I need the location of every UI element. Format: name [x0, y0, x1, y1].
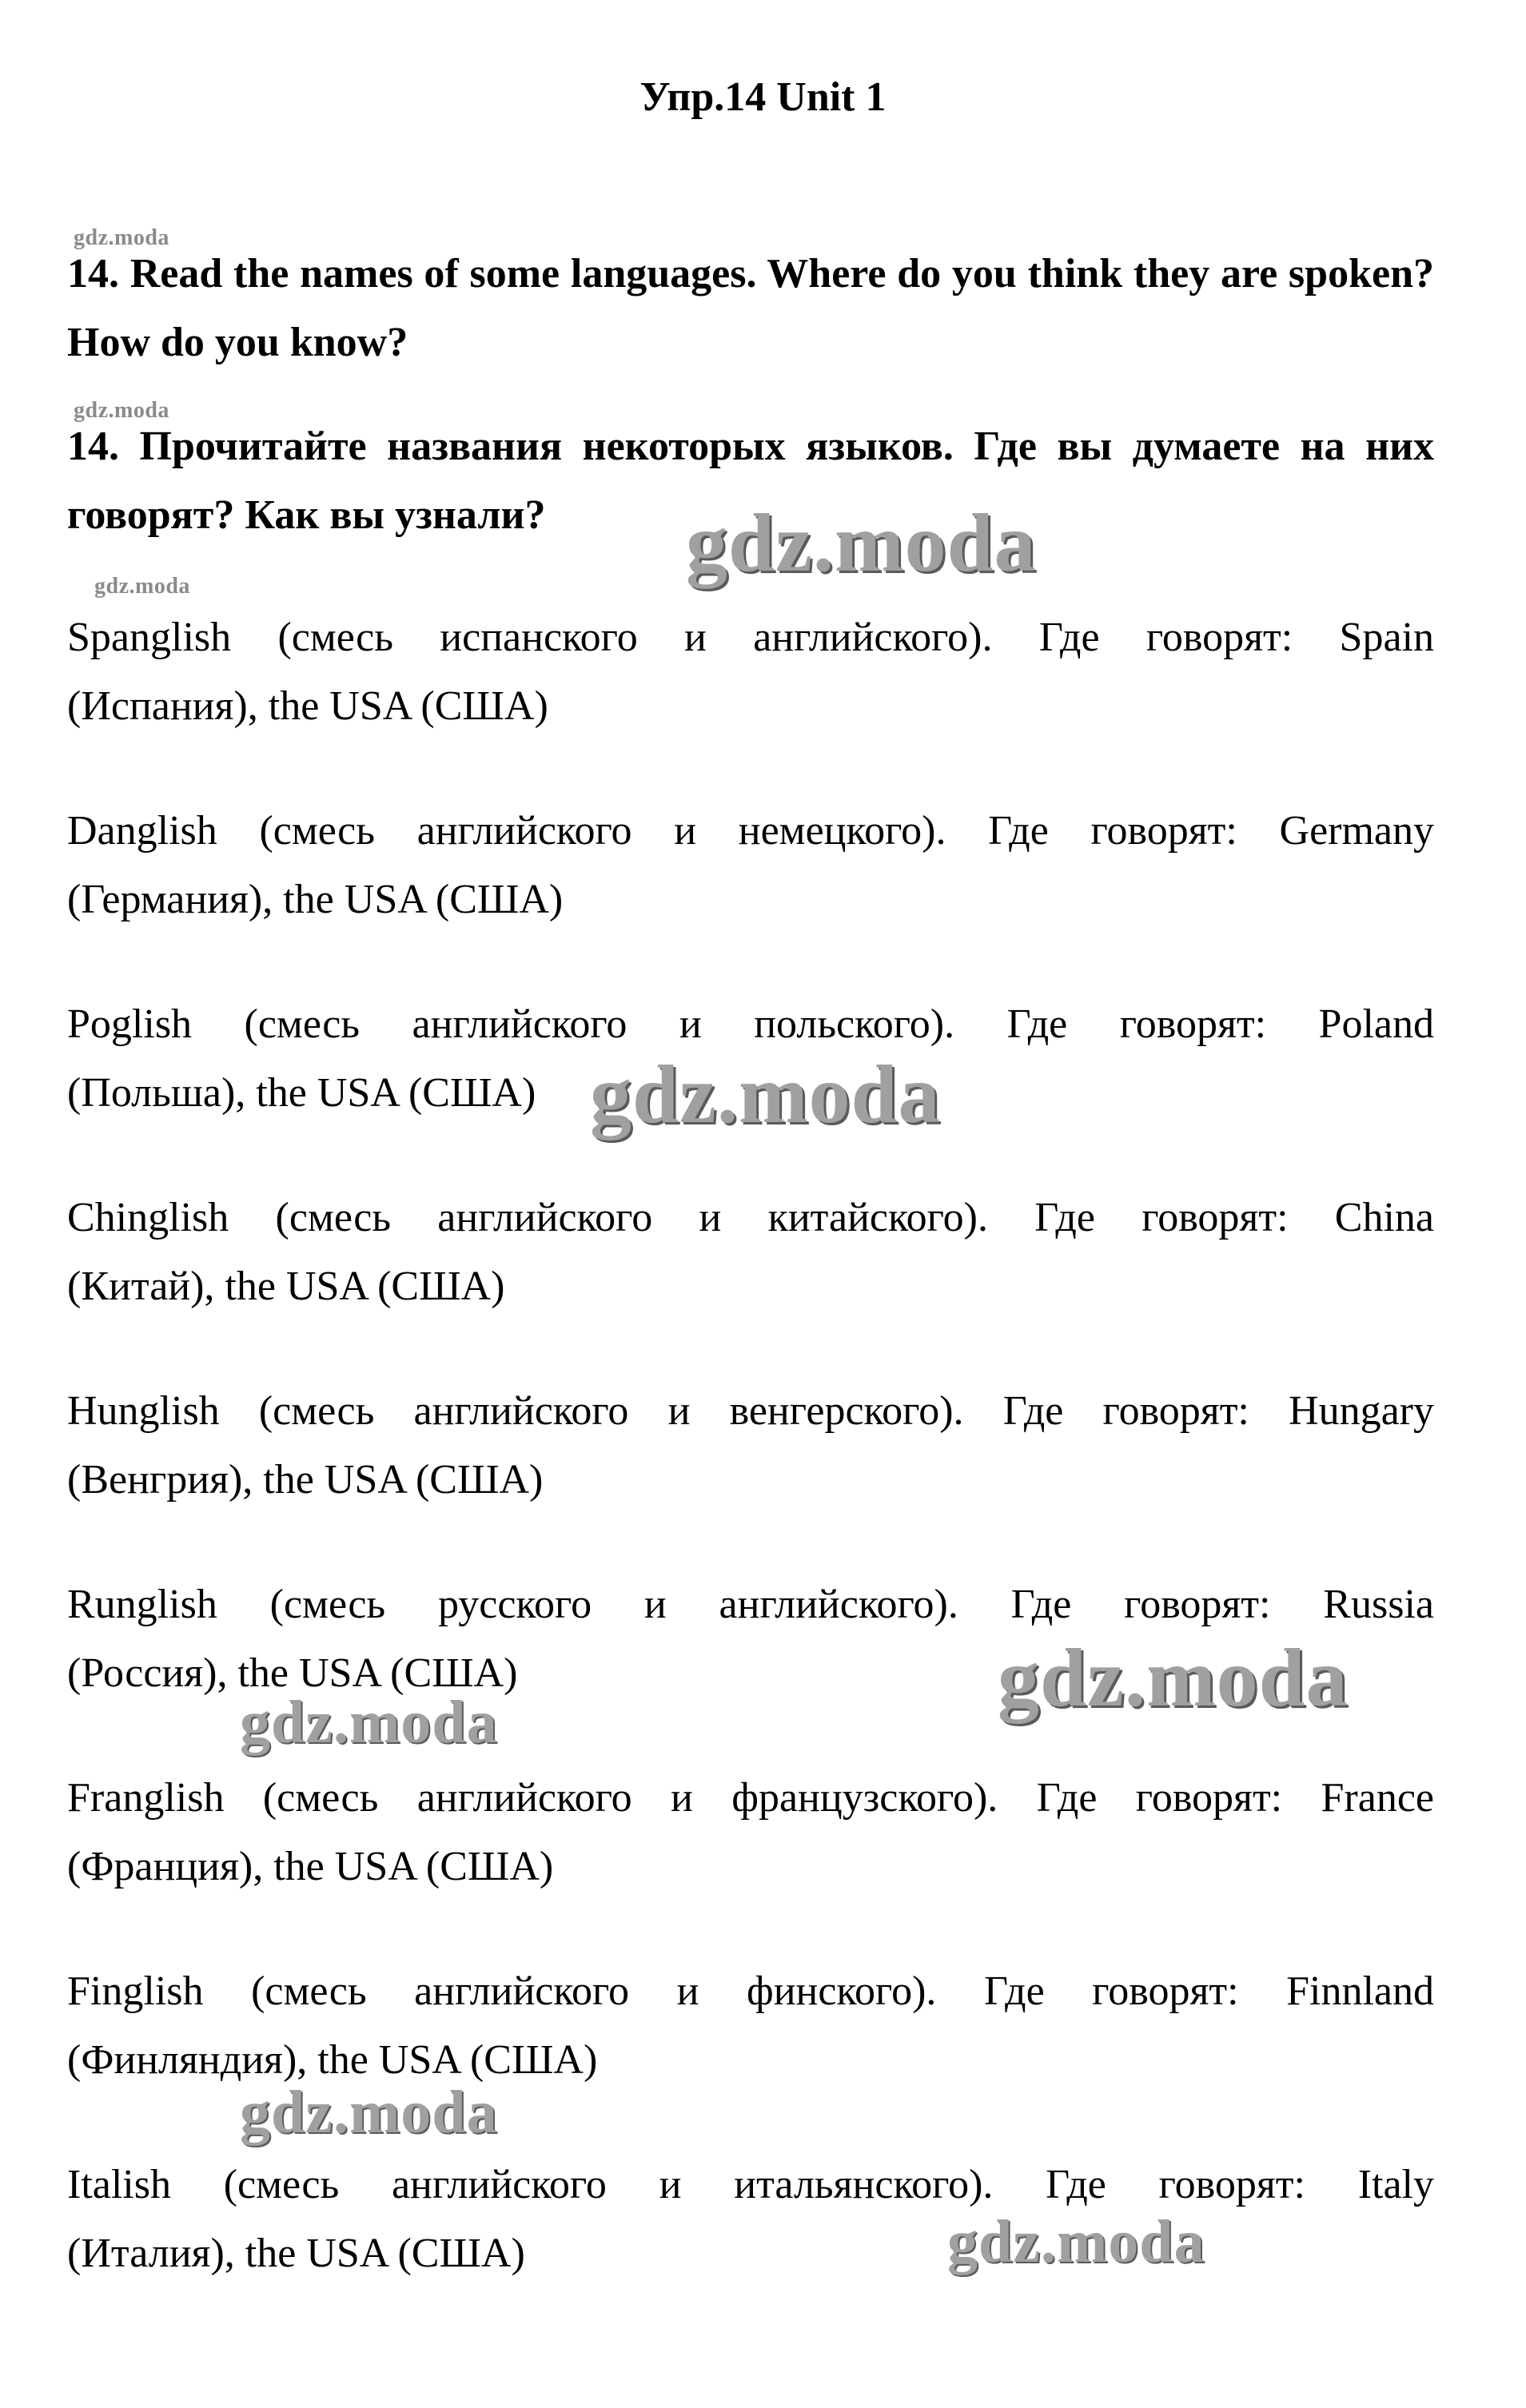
- answer-line: Poglish (смесь английского и польского). Где говорят: Poland: [67, 1001, 1434, 1047]
- answer-line: Hunglish (смесь английского и венгерского). Где говорят: Hungary: [67, 1388, 1434, 1434]
- task-heading-english: 14. Read the names of some languages. Where do you think they are spoken? How do you know?: [67, 251, 1434, 365]
- watermark-medium: gdz.moda: [240, 2079, 498, 2146]
- answer-item-danglish: [67, 797, 1434, 934]
- answer-line: (Польша), the USA (США): [67, 1070, 536, 1116]
- watermark-small: gdz.moda: [74, 225, 169, 250]
- answer-line: (Испания), the USA (США): [67, 683, 548, 729]
- answer-item-hunglish: [67, 1377, 1434, 1514]
- answer-line: Finglish (смесь английского и финского). Где говорят: Finnland: [67, 1968, 1434, 2014]
- answer-item-spanglish: [67, 603, 1434, 741]
- answer-line: Runglish (смесь русского и английского). Где говорят: Russia: [67, 1582, 1434, 1627]
- answer-line: (Италия), the USA (США): [67, 2231, 525, 2276]
- answer-line: (Финляндия), the USA (США): [67, 2037, 598, 2083]
- answer-line: Danglish (смесь английского и немецкого). Где говорят: Germany: [67, 808, 1434, 854]
- answer-item-franglish: [67, 1764, 1434, 1901]
- watermark-large: gdz.moda: [998, 1632, 1349, 1724]
- answer-line: Spanglish (смесь испанского и английского). Где говорят: Spain: [67, 615, 1434, 660]
- watermark-medium: gdz.moda: [947, 2208, 1205, 2275]
- answer-item-italish: [67, 2151, 1434, 2288]
- answer-line: (Франция), the USA (США): [67, 1844, 554, 1889]
- page-title: Упр.14 Unit 1: [639, 74, 887, 120]
- answer-item-finglish: [67, 1957, 1434, 2095]
- answer-line: Chinglish (смесь английского и китайского). Где говорят: China: [67, 1195, 1434, 1240]
- answer-line: (Китай), the USA (США): [67, 1264, 505, 1309]
- watermark-large: gdz.moda: [686, 497, 1037, 589]
- watermark-small: gdz.moda: [74, 398, 169, 423]
- task-heading-russian: 14. Прочитайте названия некоторых языков. Где вы думаете на них говорят? Как вы узнали?: [67, 424, 1434, 538]
- answer-line: (Венгрия), the USA (США): [67, 1457, 544, 1503]
- watermark-large: gdz.moda: [590, 1049, 941, 1140]
- watermark-medium: gdz.moda: [240, 1689, 498, 1756]
- answer-item-chinglish: [67, 1184, 1434, 1321]
- answer-line: (Германия), the USA (США): [67, 877, 564, 922]
- answer-line: (Россия), the USA (США): [67, 1650, 518, 1696]
- watermark-small: gdz.moda: [94, 574, 190, 599]
- answer-line: Italish (смесь английского и итальянского). Где говорят: Italy: [67, 2162, 1434, 2207]
- answer-line: Franglish (смесь английского и французского). Где говорят: France: [67, 1775, 1434, 1821]
